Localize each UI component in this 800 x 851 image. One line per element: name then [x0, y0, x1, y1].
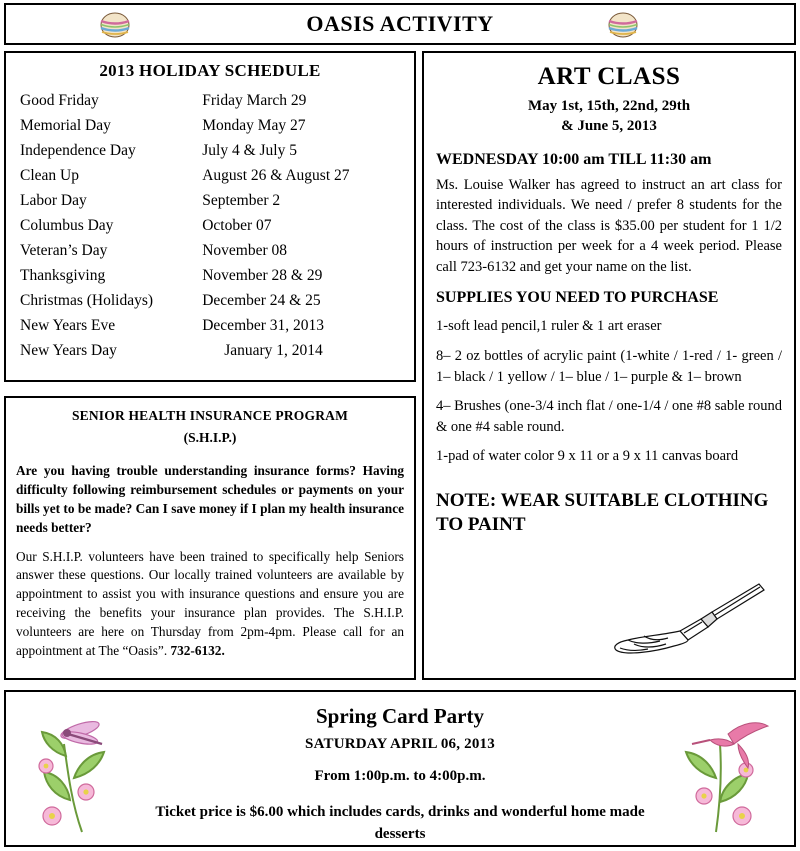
holiday-date: August 26 & August 27 [202, 167, 350, 184]
table-row [16, 289, 404, 314]
easter-egg-icon [606, 11, 640, 39]
holiday-date: November 08 [202, 242, 288, 259]
table-row [16, 139, 404, 164]
ship-panel [4, 396, 416, 680]
paintbrush-in-hand-icon [584, 578, 774, 658]
art-class-description: Ms. Louise Walker has agreed to instruct an art class for interested individuals. We need / prefer 8 students for the class. The cost of the class is $35.00 per student for 1 1/2 hours of instruction per week for a 4 week period. Please call 723-6132 and get your name on the list. [436, 176, 782, 275]
party-price: Ticket price is $6.00 which includes cards, drinks and wonderful home made desserts [155, 804, 645, 842]
holiday-name: New Years Eve [20, 317, 116, 334]
holiday-date: Friday March 29 [202, 92, 307, 109]
list-item: 1-pad of water color 9 x 11 or a 9 x 11 canvas board [436, 448, 739, 465]
holiday-name: Labor Day [20, 192, 87, 209]
ship-title: SENIOR HEALTH INSURANCE PROGRAM [71, 408, 349, 423]
ship-phone: 732-6132. [170, 642, 225, 658]
holiday-name: Good Friday [20, 92, 99, 109]
holiday-date: December 24 & 25 [202, 292, 321, 309]
art-class-dates-line1: May 1st, 15th, 22nd, 29th [527, 98, 691, 114]
table-row [16, 189, 404, 214]
holiday-name: Christmas (Holidays) [20, 292, 154, 309]
easter-egg-icon [98, 11, 132, 39]
table-row [16, 239, 404, 264]
holiday-date: July 4 & July 5 [202, 142, 297, 159]
holiday-schedule-table [16, 89, 404, 364]
hummingbird-flowers-icon [676, 704, 776, 834]
art-class-panel [422, 51, 796, 680]
holiday-date: October 07 [202, 217, 272, 234]
holiday-name: Thanksgiving [20, 267, 106, 284]
art-supplies-heading: SUPPLIES YOU NEED TO PURCHASE [436, 289, 719, 307]
list-item: 8– 2 oz bottles of acrylic paint (1-white / 1-red / 1- green / 1– black / 1 yellow / 1– blue / 1– purple & 1– brown [436, 347, 782, 385]
ship-subtitle: (S.H.I.P.) [183, 430, 237, 445]
spring-card-party-panel [4, 690, 796, 847]
table-row [16, 214, 404, 239]
holiday-name: Columbus Day [20, 217, 114, 234]
page-header [4, 3, 796, 45]
holiday-date: November 28 & 29 [202, 267, 323, 284]
party-title: Spring Card Party [316, 704, 484, 728]
holiday-name: Veteran’s Day [20, 242, 108, 259]
ship-body-text [16, 548, 404, 661]
holiday-name: Independence Day [20, 142, 136, 159]
party-date: SATURDAY APRIL 06, 2013 [305, 736, 495, 752]
holiday-schedule-title: 2013 HOLIDAY SCHEDULE [99, 61, 321, 80]
dragonfly-flowers-icon [24, 704, 124, 834]
list-item: 4– Brushes (one-3/4 inch flat / one-1/4 / one #8 sable round & one #4 sable round. [436, 398, 782, 435]
art-class-schedule: WEDNESDAY 10:00 am TILL 11:30 am [436, 150, 712, 168]
art-class-dates [436, 96, 782, 137]
list-item: 1-soft lead pencil,1 ruler & 1 art eraser [436, 318, 662, 335]
holiday-name: New Years Day [20, 342, 117, 359]
holiday-date: December 31, 2013 [202, 317, 325, 334]
table-row [16, 314, 404, 339]
holiday-schedule-panel [4, 51, 416, 382]
party-time: From 1:00p.m. to 4:00p.m. [314, 768, 486, 784]
table-row [16, 89, 404, 114]
art-class-dates-line2: & June 5, 2013 [561, 118, 657, 135]
holiday-date: January 1, 2014 [224, 342, 323, 359]
holiday-date: September 2 [202, 192, 281, 209]
art-class-note: NOTE: WEAR SUITABLE CLOTHING TO PAINT [436, 489, 769, 535]
ship-lead-text: Are you having trouble understanding insurance forms? Having difficulty following reimbursement schedules or payments on your bills yet to be made? Can I save money if I plan my health insurance needs better? [16, 463, 404, 535]
art-class-title: ART CLASS [537, 63, 681, 90]
holiday-name: Clean Up [20, 167, 79, 184]
table-row [16, 264, 404, 289]
holiday-name: Memorial Day [20, 117, 111, 134]
table-row [16, 339, 404, 364]
table-row [16, 164, 404, 189]
table-row [16, 114, 404, 139]
ship-body-paragraph: Our S.H.I.P. volunteers have been trained to specifically help Seniors answer these questions. Our locally trained volunteers are available by appointment to assist you with insurance questions and ensure you are receiving the benefits your insurance plan provides. The S.H.I.P. volunteers are here on Thursday from 2pm-4pm. Please call for an appointment at The “Oasis”. [16, 548, 404, 658]
page-title: OASIS ACTIVITY [306, 11, 494, 36]
holiday-date: Monday May 27 [202, 117, 306, 134]
